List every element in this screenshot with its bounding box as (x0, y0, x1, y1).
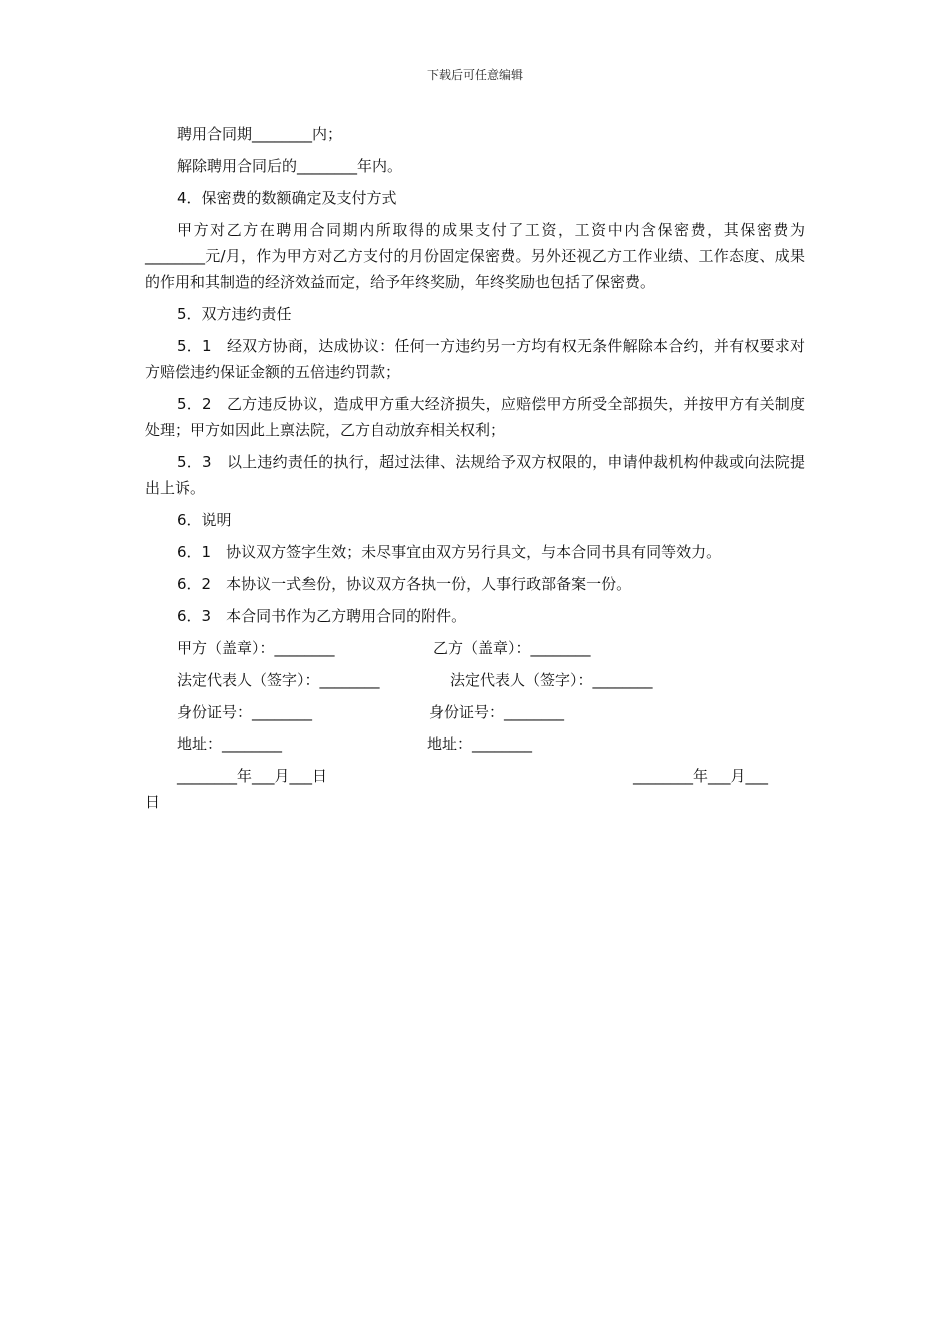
signature-row-date (145, 763, 805, 789)
party-b-id-field: 身份证号：________ (429, 703, 565, 721)
party-a-seal-field: 甲方（盖章）：________ (177, 639, 335, 657)
signature-row-seal (145, 635, 805, 661)
paragraph-confidentiality-fee: 甲方对乙方在聘用合同期内所取得的成果支付了工资，工资中内含保密费，其保密费为________元/月，作为甲方对乙方支付的月份固定保密费。另外还视乙方工作业绩、工作态度、成果的作用和其制造的经济效益而定，给予年终奖励，年终奖励也包括了保密费。 (145, 221, 805, 291)
signature-row-representative (145, 667, 805, 693)
party-b-seal-field: 乙方（盖章）：________ (433, 639, 591, 657)
party-b-date-tail: 日 (145, 793, 161, 811)
section-heading-5: 5．双方违约责任 (177, 305, 292, 323)
signature-row-id (145, 699, 805, 725)
clause-6-3: 6．3 本合同书作为乙方聘用合同的附件。 (177, 607, 467, 625)
clause-6-1: 6．1 协议双方签字生效；未尽事宜由双方另行具文，与本合同书具有同等效力。 (177, 543, 722, 561)
section-heading-6: 6．说明 (177, 511, 232, 529)
clause-6-2: 6．2 本协议一式叁份，协议双方各执一份，人事行政部备案一份。 (177, 575, 632, 593)
clause-5-3: 5．3 以上违约责任的执行，超过法律、法规给予双方权限的，申请仲裁机构仲裁或向法院提出上诉。 (145, 453, 805, 497)
document-body (145, 121, 805, 815)
party-a-date-field: ________年___月___日 (177, 767, 328, 785)
page-header: 下载后可任意编辑 (426, 68, 523, 82)
party-a-id-field: 身份证号：________ (177, 703, 313, 721)
party-a-representative-field: 法定代表人（签字）：________ (177, 671, 380, 689)
party-a-address-field: 地址：________ (177, 735, 283, 753)
paragraph-after-termination: 解除聘用合同后的________年内。 (177, 157, 403, 175)
clause-5-2: 5．2 乙方违反协议，造成甲方重大经济损失，应赔偿甲方所受全部损失，并按甲方有关制度处理；甲方如因此上禀法院，乙方自动放弃相关权利； (145, 395, 805, 439)
clause-5-1: 5．1 经双方协商，达成协议：任何一方违约另一方均有权无条件解除本合约，并有权要求对方赔偿违约保证金额的五倍违约罚款； (145, 337, 805, 381)
party-b-representative-field: 法定代表人（签字）：________ (450, 671, 653, 689)
paragraph-contract-period: 聘用合同期________内； (177, 125, 343, 143)
section-heading-4: 4．保密费的数额确定及支付方式 (177, 189, 397, 207)
party-b-date-field: ________年___月___ (633, 767, 769, 785)
signature-row-address (145, 731, 805, 757)
party-b-address-field: 地址：________ (427, 735, 533, 753)
